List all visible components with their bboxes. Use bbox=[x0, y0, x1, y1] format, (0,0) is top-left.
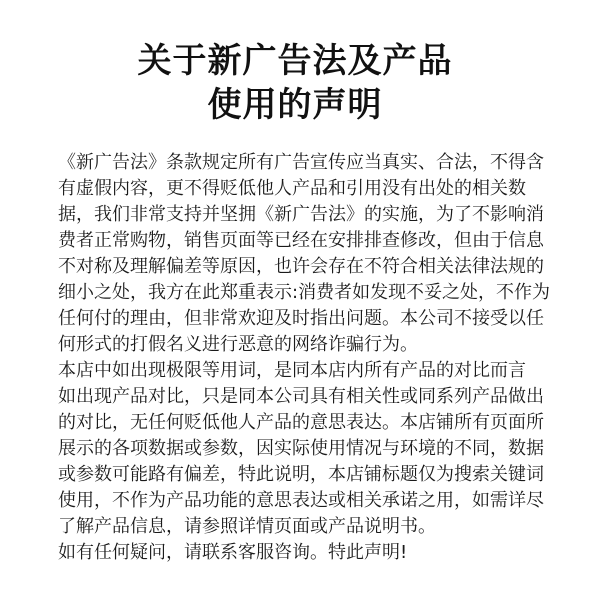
body-line: 细小之处，我方在此郑重表示:消费者如发现不妥之处，不作为 bbox=[58, 282, 551, 303]
body-line: 本店中如出现极限等用词，是同本店内所有产品的对比而言 bbox=[58, 360, 526, 381]
body-line: 展示的各项数据或参数，因实际使用情况与环境的不同，数据 bbox=[58, 438, 544, 459]
body-line: 何形式的打假名义进行恶意的网络诈骗行为。 bbox=[58, 334, 418, 355]
body-line: 据，我们非常支持并坚拥《新广告法》的实施，为了不影响消 bbox=[58, 204, 544, 225]
title-line-2: 使用的声明 bbox=[207, 85, 383, 125]
body-line: 任何付的理由，但非常欢迎及时指出问题。本公司不接受以任 bbox=[58, 308, 544, 329]
body-line: 不对称及理解偏差等原因，也许会存在不符合相关法律法规的 bbox=[58, 256, 544, 277]
body-line: 有虚假内容，更不得贬低他人产品和引用没有出处的相关数 bbox=[58, 178, 526, 199]
body-line: 使用，不作为产品功能的意思表达或相关承诺之用，如需详尽 bbox=[58, 490, 544, 511]
body-line: 的对比，无任何贬低他人产品的意思表达。本店铺所有页面所 bbox=[58, 412, 544, 433]
body-line: 或参数可能路有偏差，特此说明，本店铺标题仅为搜索关键词 bbox=[58, 464, 544, 485]
title-line-1: 关于新广告法及产品 bbox=[137, 41, 453, 81]
body-line: 如有任何疑问，请联系客服咨询。特此声明! bbox=[58, 542, 408, 563]
statement-body bbox=[58, 150, 551, 566]
body-line: 如出现产品对比，只是同本公司具有相关性或同系列产品做出 bbox=[58, 386, 544, 407]
body-line: 了解产品信息，请参照详情页面或产品说明书。 bbox=[58, 516, 436, 537]
body-line: 费者正常购物，销售页面等已经在安排排查修改，但由于信息 bbox=[58, 230, 544, 251]
body-line: 《新广告法》条款规定所有广告宣传应当真实、合法，不得含 bbox=[58, 152, 544, 173]
